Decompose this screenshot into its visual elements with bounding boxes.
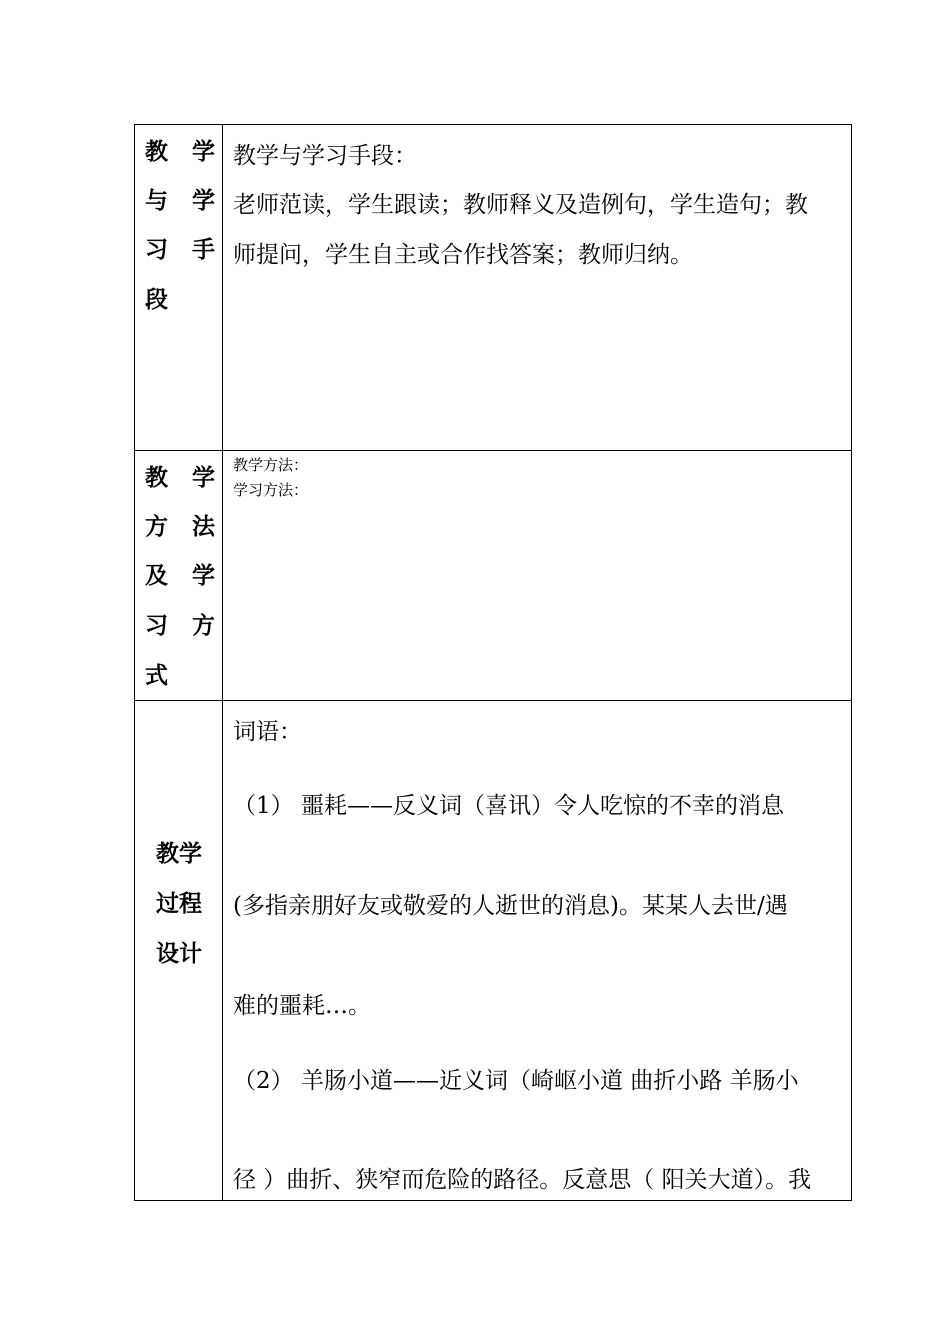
label-line: [145, 127, 215, 177]
label-char: 学: [192, 464, 215, 491]
text-line: (多指亲朋好友或敬爱的人逝世的消息)。某某人去世/遇: [233, 893, 788, 919]
label-line: [145, 551, 215, 601]
teaching-method-label: 教学方法：: [233, 456, 309, 474]
row-label-teaching-methods: [135, 451, 223, 700]
row-label-teaching-means: [135, 125, 223, 450]
label-char: 学: [192, 562, 215, 589]
label-line: [145, 453, 215, 503]
section-heading: 词语：: [233, 719, 302, 745]
row-teaching-means: [135, 125, 851, 451]
label-char: 教: [145, 464, 168, 491]
row-label-process-design: [135, 701, 223, 1200]
label-char: 式: [145, 662, 168, 689]
row-process-design: [135, 701, 851, 1200]
text-line: 师提问，学生自主或合作找答案；教师归纳。: [233, 242, 693, 268]
label-line: 设计: [156, 940, 202, 967]
label-char: 法: [192, 513, 215, 540]
row-teaching-methods: [135, 451, 851, 701]
row-content-teaching-means: [223, 125, 851, 450]
label-char: 方: [145, 513, 168, 540]
label-line: [145, 651, 215, 701]
label-line: [145, 275, 215, 325]
label-char: 习: [145, 612, 168, 639]
text-line: 老师范读，学生跟读；教师释义及造例句，学生造句；教: [233, 192, 808, 218]
label-char: 及: [145, 562, 168, 589]
label-line: 过程: [156, 890, 202, 917]
label-char: 习: [145, 236, 168, 263]
label-char: 与: [145, 187, 168, 214]
row-content-process-design: [223, 701, 851, 1200]
learning-method-label: 学习方法：: [233, 481, 309, 499]
label-line: [145, 502, 215, 552]
label-line: [145, 225, 215, 275]
label-char: 教: [145, 138, 168, 165]
label-char: 方: [192, 612, 215, 639]
label-char: 学: [192, 187, 215, 214]
text-line: （1） 噩耗——反义词（喜讯）令人吃惊的不幸的消息: [233, 793, 784, 819]
label-line: [145, 601, 215, 651]
text-line: 径 ）曲折、狭窄而危险的路径。反意思（ 阳关大道）。我: [233, 1167, 812, 1193]
label-char: 学: [192, 138, 215, 165]
row-content-teaching-methods: [223, 451, 851, 700]
label-char: 手: [192, 236, 215, 263]
lesson-plan-table: [134, 124, 852, 1201]
text-line: （2） 羊肠小道——近义词（崎岖小道 曲折小路 羊肠小: [233, 1068, 799, 1094]
section-heading: 教学与学习手段：: [233, 143, 417, 169]
text-line: 难的噩耗…。: [233, 993, 371, 1019]
label-line: 教学: [156, 840, 202, 867]
label-char: 段: [145, 286, 168, 313]
label-line: [145, 176, 215, 226]
